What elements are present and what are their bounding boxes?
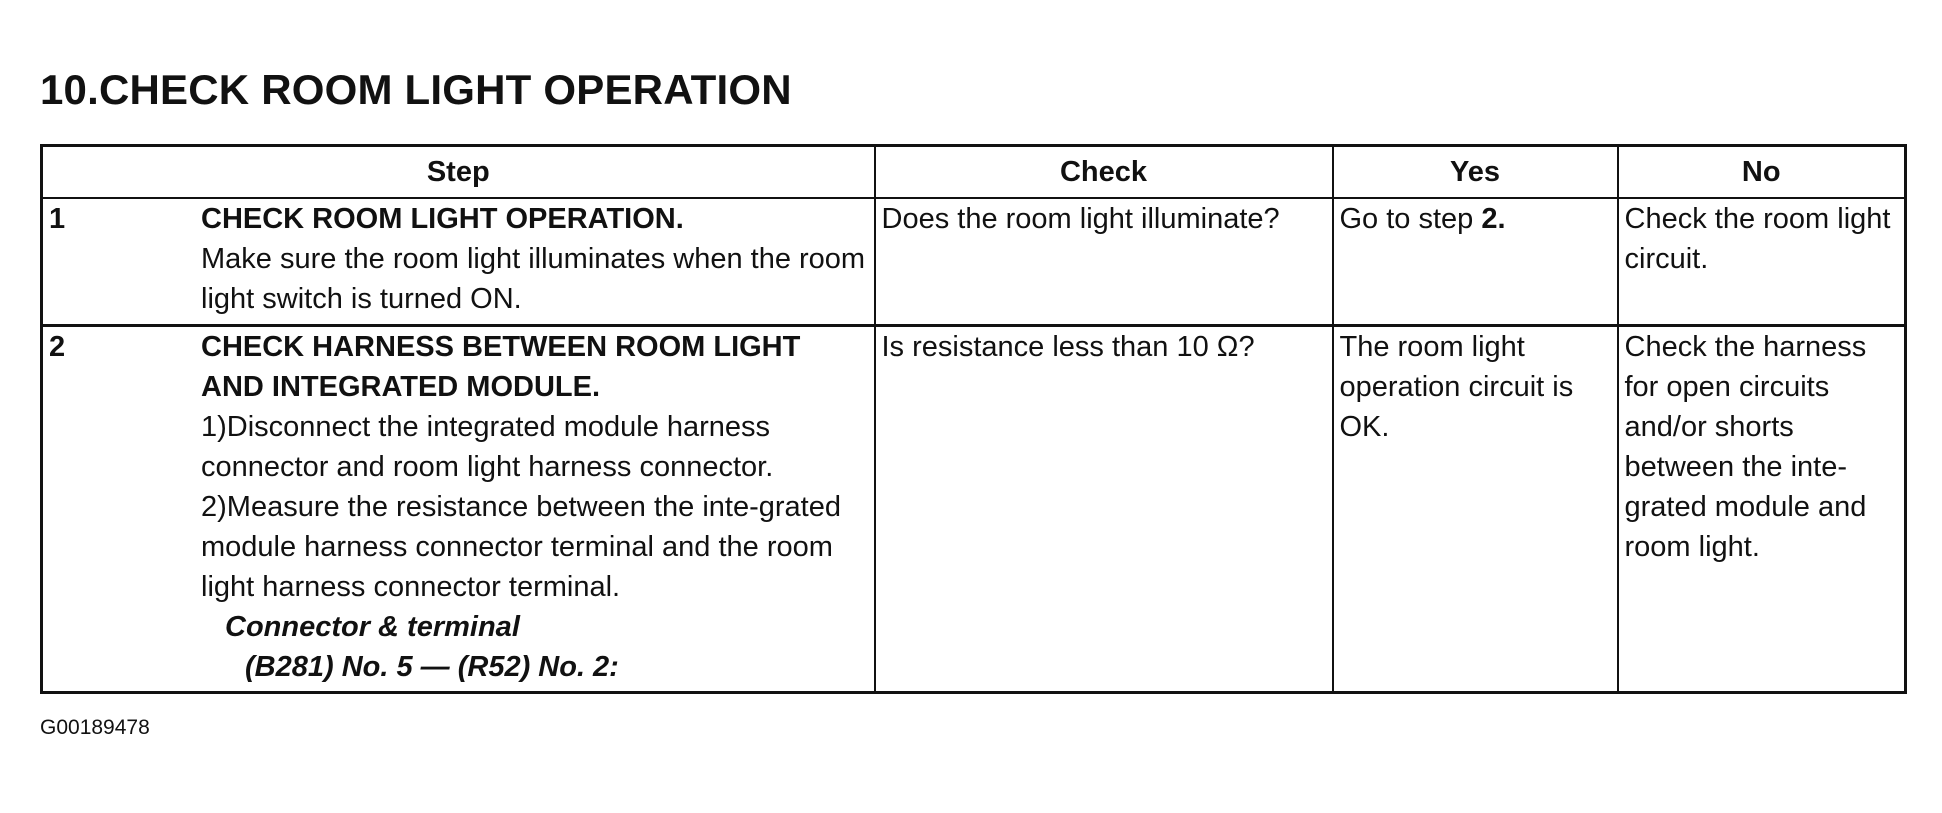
- yes-cell: [1333, 198, 1618, 325]
- step-description-1: 1)Disconnect the integrated module harness connector and room light harness connector.: [201, 410, 774, 483]
- table-row: [42, 198, 1906, 325]
- column-header-no: No: [1618, 146, 1906, 199]
- check-cell: Is resistance less than 10 Ω?: [875, 325, 1333, 692]
- column-header-step: Step: [42, 146, 875, 199]
- yes-cell: The room light operation circuit is OK.: [1333, 325, 1618, 692]
- page-title: 10.CHECK ROOM LIGHT OPERATION: [40, 66, 792, 113]
- connector-value: (B281) No. 5 — (R52) No. 2:: [245, 650, 619, 683]
- step-name: CHECK HARNESS BETWEEN ROOM LIGHT AND INTEGRATED MODULE.: [201, 330, 801, 403]
- yes-step-ref: 2.: [1481, 203, 1506, 235]
- step-number: 2: [49, 330, 66, 363]
- table-row: [42, 325, 1906, 692]
- no-cell: Check the harness for open circuits and/or shorts between the inte-grated module and room light.: [1618, 325, 1906, 692]
- step-description-2: 2)Measure the resistance between the inte-grated module harness connector terminal and the room light harness connector terminal.: [201, 490, 841, 603]
- step-cell: [42, 198, 875, 325]
- diagnostic-procedure-table: [40, 144, 1907, 694]
- step-name: CHECK ROOM LIGHT OPERATION.: [201, 203, 684, 235]
- yes-text: Go to step: [1339, 203, 1482, 235]
- step-number: 1: [49, 203, 66, 235]
- figure-code: G00189478: [40, 716, 150, 739]
- connector-label: Connector & terminal: [225, 610, 520, 643]
- column-header-check: Check: [875, 146, 1333, 199]
- no-cell: Check the room light circuit.: [1618, 198, 1906, 325]
- step-cell: [42, 325, 875, 692]
- step-description: Make sure the room light illuminates when the room light switch is turned ON.: [201, 243, 866, 315]
- table-header-row: [42, 146, 1906, 199]
- check-cell: Does the room light illuminate?: [875, 198, 1333, 325]
- column-header-yes: Yes: [1333, 146, 1618, 199]
